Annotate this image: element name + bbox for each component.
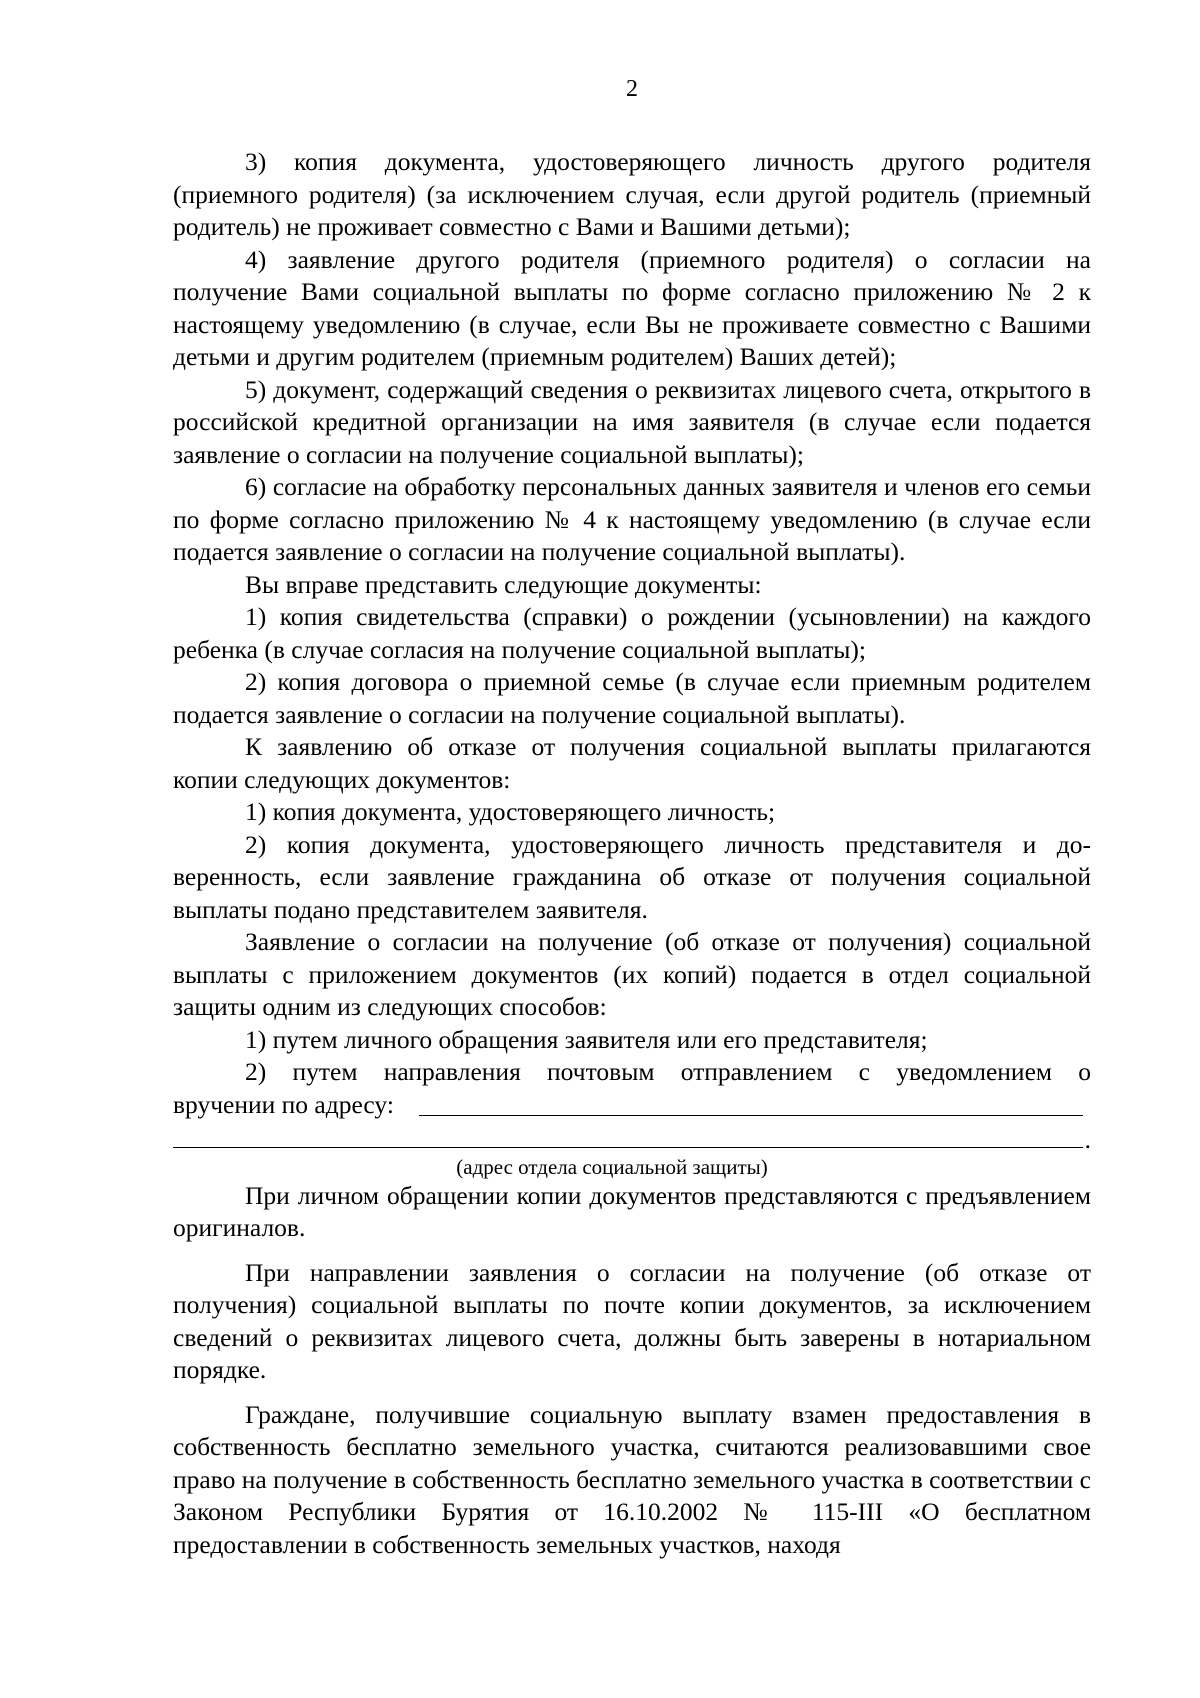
- paragraph-personal-visit: При личном обращении копии документов представляются с предъявлением оригиналов.: [173, 1180, 1091, 1242]
- address-blank-line: [419, 1115, 1083, 1116]
- page-number: 2: [626, 76, 638, 102]
- paragraph-optional-docs-intro: Вы вправе представить следующие документы:: [245, 569, 762, 599]
- paragraph-item-4: 4) заявление другого родителя (приемного родителя) о согласии на получение Вами социальной выплаты по форме согласно приложению № 2 к настоящему уведомлению (в случае, если Вы не проживаете совместно с Вашими детьми и другим родителем (приемным родителем) Ваших детей);: [173, 244, 1091, 371]
- paragraph-optional-item-2: 2) копия договора о приемной семье (в случае если приемным родителем подается заявление о согласии на получение социальной выплаты).: [173, 667, 1091, 729]
- paragraph-method-1: 1) путем личного обращения заявителя или его представителя;: [245, 1024, 928, 1054]
- paragraph-item-5: 5) документ, содержащий сведения о реквизитах лицевого счета, открытого в российской кредитной организации на имя заявителя (в случае если подается заявление о согласии на получение социальной выплаты);: [173, 374, 1091, 469]
- paragraph-mail-submission: При направлении заявления о согласии на получение (об отказе от получения) социальной выплаты по почте копии документов, за исключением сведений о реквизитах лицевого счета, должны быть заверены в нотариальном порядке.: [173, 1257, 1091, 1384]
- paragraph-method-2: 2) путем направления почтовым отправлением с уведомлением о: [245, 1057, 1091, 1086]
- paragraph-optional-item-1: 1) копия свидетельства (справки) о рождении (усыновлении) на каждого ребенка (в случае согласия на получение социальной выплаты);: [173, 602, 1091, 664]
- paragraph-refusal-item-1: 1) копия документа, удостоверяющего личность;: [245, 797, 776, 826]
- paragraph-refusal-item-2: 2) копия документа, удостоверяющего личность представителя и доверенность, если заявление гражданина об отказе от получения социальной выплаты подано представителем заявителя.: [173, 829, 1091, 924]
- paragraph-item-3: 3) копия документа, удостоверяющего личность другого родителя (приемного родителя) (за исключением случая, если другой родитель (приемный родитель) не проживает совместно с Вами и Вашими детьми);: [173, 147, 1091, 241]
- address-blank-rule: [173, 1147, 1083, 1148]
- address-line: [173, 1089, 1091, 1122]
- document-body: [173, 146, 1091, 1561]
- document-page: [173, 0, 1091, 1698]
- address-line-end-dot: .: [1084, 1124, 1091, 1154]
- paragraph-submission-methods: Заявление о согласии на получение (об отказе от получения) социальной выплаты с приложением документов (их копий) подается в отдел социальной защиты одним из следующих способов:: [173, 927, 1091, 1021]
- paragraph-item-6: 6) согласие на обработку персональных данных заявителя и членов его семьи по форме согласно приложению № 4 к настоящему уведомлению (в случае если подается заявление о согласии на получение социальной выплаты).: [173, 472, 1091, 566]
- address-label: вручении по адресу:: [173, 1089, 394, 1119]
- paragraph-refusal-intro: К заявлению об отказе от получения социальной выплаты прилагаются копии следующих документов:: [173, 732, 1091, 794]
- paragraph-land-plot: Граждане, получившие социальную выплату взамен предоставления в собственность бесплатно земельного участка, считаются реализовавшими свое право на получение в собственность бесплатно земельного участка в соответствии с Законом Республики Бурятия от 16.10.2002 № 115-III «О бесплатном предоставлении в собственность земельных участков, находя: [173, 1399, 1091, 1559]
- address-caption: (адрес отдела социальной защиты): [456, 1154, 768, 1179]
- address-blank-line-2: [173, 1121, 1091, 1154]
